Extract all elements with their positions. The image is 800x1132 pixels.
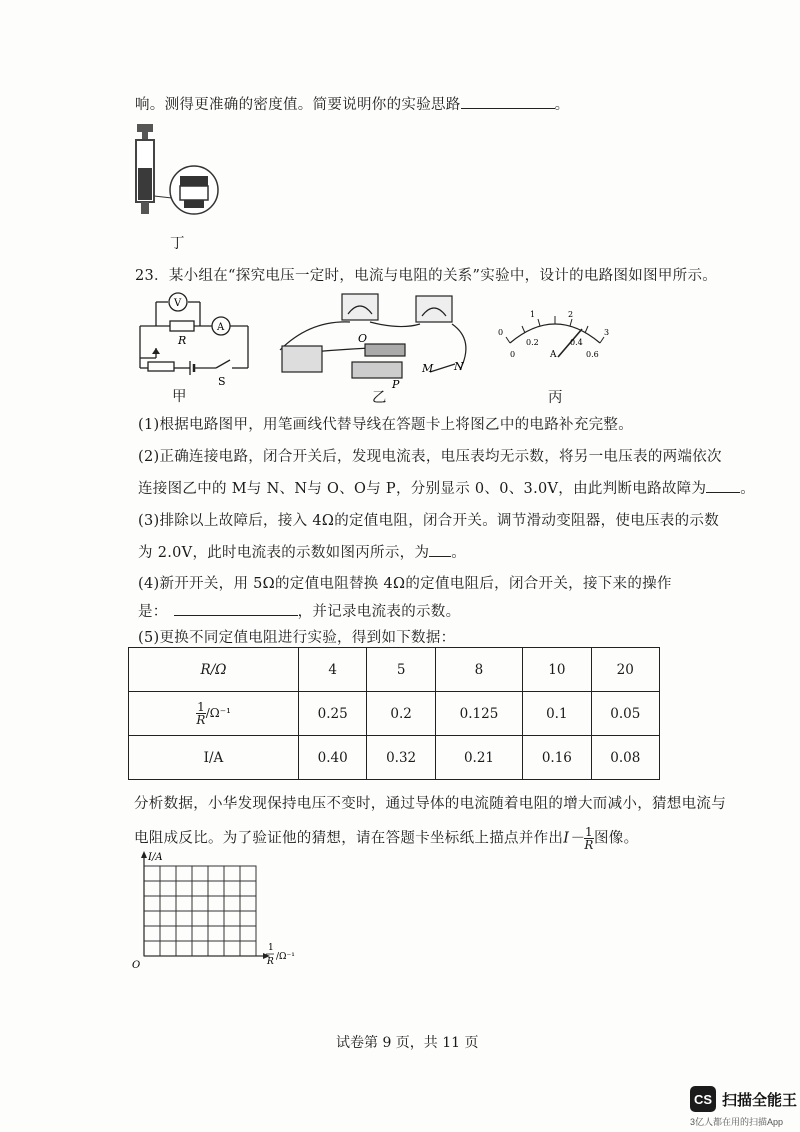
row-header-inv-r (129, 692, 299, 736)
table-cell: 0.05 (591, 692, 659, 736)
syringe-tip (141, 202, 149, 214)
dial-unit: A (550, 350, 557, 360)
table-cell: 20 (591, 648, 659, 692)
tick-bottom-2: 0.4 (570, 338, 583, 347)
analysis-end: 图像。 (593, 830, 639, 847)
switch-label: S (218, 375, 226, 388)
syringe-plunger-top (137, 124, 153, 132)
math-i: I－ (563, 830, 585, 847)
point-m: M (422, 362, 434, 375)
answer-blank (429, 542, 451, 557)
point-o: O (358, 332, 368, 345)
unit: /Ω⁻¹ (205, 706, 231, 720)
tick-top-3: 3 (604, 328, 610, 337)
magnified-bottom (184, 200, 204, 208)
data-table (128, 647, 660, 780)
table-cell: 0.32 (367, 736, 435, 780)
x-label-numerator: 1 (268, 943, 274, 953)
question-3-text: 为 2.0V，此时电流表的示数如图丙所示，为 (138, 545, 430, 561)
syringe-plunger-rod (142, 132, 148, 140)
table-cell: 0.1 (523, 692, 591, 736)
tick-bottom-3: 0.6 (586, 350, 599, 359)
question-2-text: 连接图乙中的 M与 N、N与 O、O与 P，分别显示 0、0、3.0V，由此判断电路故障为 (138, 481, 707, 497)
question-4-end: ，并记录电流表的示数。 (297, 604, 461, 620)
fig-ding-label: 丁 (170, 236, 185, 252)
circuit-diagram-jia (130, 290, 260, 390)
table-row (129, 736, 660, 780)
question-3-line-1: (3)排除以上故障后，接入 4Ω的定值电阻，闭合开关。调节滑动变阻器，使电压表的示数 (138, 513, 719, 529)
question-4-line-1: (4)新开开关，用 5Ω的定值电阻替换 4Ω的定值电阻后，闭合开关，接下来的操作 (138, 576, 672, 592)
x-label-unit: /Ω⁻¹ (276, 952, 295, 962)
physical-circuit-yi (270, 290, 480, 390)
answer-blank (706, 478, 740, 493)
question-2-end: 。 (740, 481, 756, 497)
tick-top-0: 0 (498, 328, 504, 337)
ammeter-device (416, 296, 452, 322)
camscanner-logo-icon: CS (690, 1086, 716, 1112)
fraction (196, 701, 206, 726)
intro-line (135, 93, 569, 114)
table-cell: 0.125 (435, 692, 522, 736)
question-3-end: 。 (451, 545, 467, 561)
table-row (129, 692, 660, 736)
intro-text: 响。测得更准确的密度值。简要说明你的实验思路 (135, 97, 461, 113)
rheostat (282, 346, 322, 372)
page-footer: 试卷第 9 页，共 11 页 (336, 1035, 479, 1051)
question-4-text: 是： (138, 604, 168, 620)
fraction-denominator: R (584, 838, 594, 852)
table-cell: 0.40 (299, 736, 367, 780)
fraction-denominator: R (196, 713, 206, 727)
scanner-title: 扫描全能王 (722, 1091, 798, 1109)
intro-end: 。 (554, 97, 570, 113)
question-5: (5)更换不同定值电阻进行实验，得到如下数据： (138, 630, 456, 646)
table-cell: 0.25 (299, 692, 367, 736)
question-4-line-2 (138, 600, 460, 621)
tick-bottom-0: 0 (510, 350, 516, 359)
row-header-i: I/A (129, 736, 299, 780)
magnified-body (180, 186, 208, 200)
magnifier-line (154, 196, 172, 198)
answer-blank (174, 601, 298, 616)
ammeter-symbol: A (217, 322, 225, 333)
question-2-line-2 (138, 477, 755, 498)
table-row (129, 648, 660, 692)
analysis-line-1: 分析数据，小华发现保持电压不变时，通过导体的电流随着电阻的增大而减小，猜想电流与 (134, 796, 726, 812)
table-cell: 0.08 (591, 736, 659, 780)
table-cell: 0.21 (435, 736, 522, 780)
table-cell: 5 (367, 648, 435, 692)
answer-blank (461, 94, 555, 109)
question-3-line-2 (138, 541, 466, 562)
table-cell: 10 (523, 648, 591, 692)
scanner-subtitle: 3亿人都在用的扫描App (690, 1117, 784, 1127)
scanner-watermark (690, 1086, 797, 1112)
table-cell: 0.16 (523, 736, 591, 780)
fraction (584, 826, 594, 851)
magnified-top (180, 176, 208, 186)
ammeter-dial-bing (490, 295, 620, 375)
y-axis-arrow (141, 851, 147, 858)
tick-top-2: 2 (568, 310, 574, 319)
voltmeter-symbol: V (174, 298, 182, 309)
fraction-numerator: 1 (197, 700, 205, 714)
q23-title: 23．某小组在“探究电压一定时，电流与电阻的关系”实验中，设计的电路图如图甲所示。 (135, 268, 718, 284)
syringe-liquid (138, 168, 152, 200)
fig-jia-label: 甲 (172, 389, 187, 405)
tick-bottom-1: 0.2 (526, 338, 539, 347)
x-label-denominator: R (267, 957, 274, 967)
fig-yi-label: 乙 (372, 390, 387, 406)
tick-top-1: 1 (530, 310, 536, 319)
analysis-text: 电阻成反比。为了验证他的猜想，请在答题卡坐标纸上描点并作出 (134, 830, 564, 847)
question-1: (1)根据电路图甲，用笔画线代替导线在答题卡上将图乙中的电路补充完整。 (138, 417, 634, 433)
fraction-numerator: 1 (585, 825, 593, 839)
origin-label: O (132, 960, 141, 971)
question-2-line-1: (2)正确连接电路，闭合开关后，发现电流表，电压表均无示数，将另一电压表的两端依次 (138, 449, 722, 465)
answer-graph (128, 848, 313, 973)
table-cell: 0.2 (367, 692, 435, 736)
table-cell: 4 (299, 648, 367, 692)
resistor-device (365, 344, 405, 356)
fig-bing-label: 丙 (548, 390, 563, 406)
voltmeter-device (342, 294, 378, 320)
row-header-r: R/Ω (129, 648, 299, 692)
battery-device (352, 362, 402, 378)
resistor-label: R (178, 334, 187, 347)
y-axis-label: I/A (148, 852, 163, 863)
table-cell: 8 (435, 648, 522, 692)
point-p: P (392, 378, 400, 390)
point-n: N (454, 360, 464, 373)
